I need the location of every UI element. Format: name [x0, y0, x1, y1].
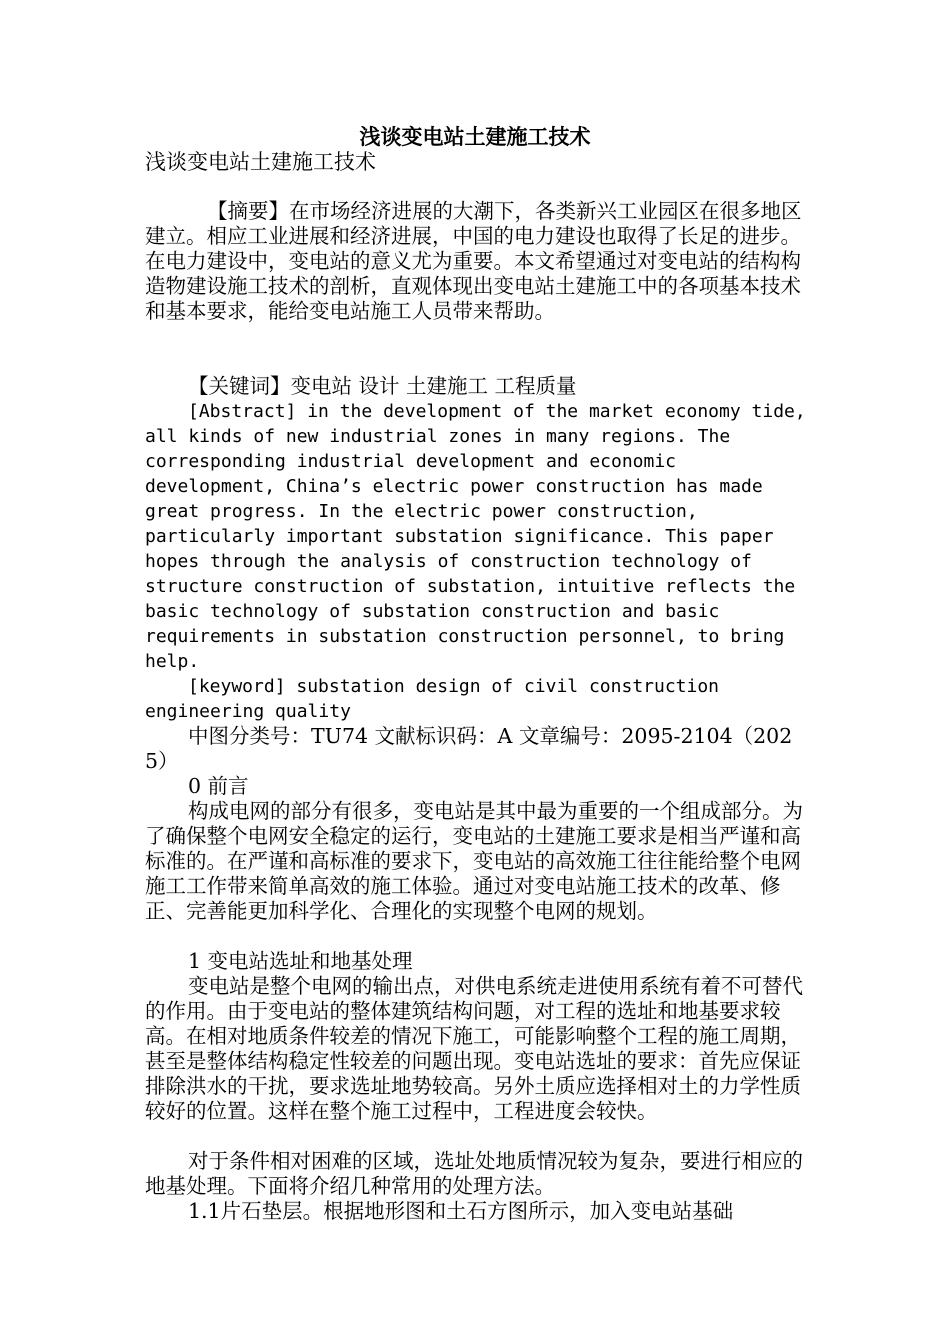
keywords-en: [keyword] substation design of civil construction engineering quality [145, 676, 720, 722]
abstract-en: [Abstract] in the development of the market economy tide, all kinds of new industrial zones in many regions. The corresponding industrial development and economic development, China’s electric power construction has made great progress. In the electric power construction, particularly important substation significance. This paper hopes through the analysis of construction technology of structure construction of substation, intuitive reflects the basic technology of substation construction and basic requirements in substation construction personnel, to bring help. [145, 401, 806, 672]
keywords-cn: 【关键词】变电站 设计 土建施工 工程质量 [188, 374, 577, 398]
section-1-paragraph-2: 对于条件相对困难的区域，选址处地质情况较为复杂，要进行相应的地基处理。下面将介绍几种常用的处理方法。 [145, 1149, 803, 1198]
section-heading-1: 1 变电站选址和地基处理 [188, 949, 413, 973]
section-1-1-paragraph: 1.1片石垫层。根据地形图和土石方图所示，加入变电站基础 [188, 1199, 734, 1223]
section-heading-0: 0 前言 [188, 774, 249, 798]
abstract-cn: 【摘要】在市场经济进展的大潮下，各类新兴工业园区在很多地区建立。相应工业进展和经济进展，中国的电力建设也取得了长足的进步。在电力建设中，变电站的意义尤为重要。本文希望通过对变电站的结构构造物建设施工技术的剖析，直观体现出变电站土建施工中的各项基本技术和基本要求，能给变电站施工人员带来帮助。 [145, 199, 802, 323]
document-title: 浅谈变电站土建施工技术 [359, 124, 591, 149]
classification-line: 中图分类号：TU74 文献标识码：A 文章编号：2095-2104（2025） [145, 724, 793, 773]
section-1-paragraph-1: 变电站是整个电网的输出点，对供电系统走进使用系统有着不可替代的作用。由于变电站的整体建筑结构问题，对工程的选址和地基要求较高。在相对地质条件较差的情况下施工，可能影响整个工程的施工周期，甚至是整体结构稳定性较差的问题出现。变电站选址的要求：首先应保证排除洪水的干扰，要求选址地势较高。另外土质应选择相对土的力学性质较好的位置。这样在整个施工过程中，工程进度会较快。 [145, 974, 803, 1123]
section-0-paragraph: 构成电网的部分有很多，变电站是其中最为重要的一个组成部分。为了确保整个电网安全稳定的运行，变电站的土建施工要求是相当严谨和高标准的。在严谨和高标准的要求下，变电站的高效施工往往能给整个电网施工工作带来简单高效的施工体验。通过对变电站施工技术的改革、修正、完善能更加科学化、合理化的实现整个电网的规划。 [145, 799, 803, 923]
document-subtitle: 浅谈变电站土建施工技术 [145, 150, 376, 174]
